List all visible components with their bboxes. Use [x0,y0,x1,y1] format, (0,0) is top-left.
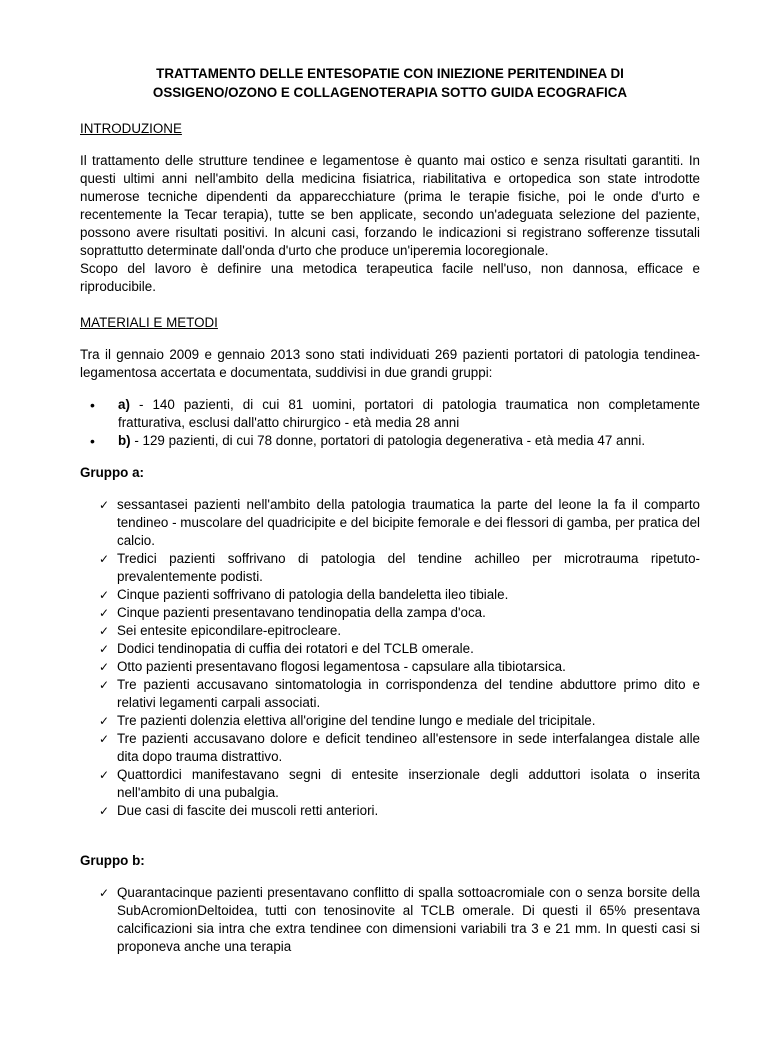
group-a-heading: Gruppo a: [80,465,144,480]
list-item-text: Tre pazienti accusavano dolore e deficit tendineo all'estensore in sede interfalangea distale alle dita dopo trauma distrattivo. [117,731,700,764]
list-item [99,496,700,550]
list-item [99,884,700,956]
list-item-text: Sei entesite epicondilare-epitrocleare. [117,623,342,638]
methods-heading: MATERIALI E METODI [80,315,218,330]
list-item [99,604,700,622]
list-item-text: Tredici pazienti soffrivano di patologia del tendine achilleo per microtrauma ripetuto- prevalentemente podisti. [117,551,700,584]
list-item [99,730,700,766]
checkmark-icon: ✓ [99,732,110,746]
introduction-body [80,152,700,296]
list-item [99,586,700,604]
document-title [80,64,700,102]
list-item-text: Quarantacinque pazienti presentavano conflitto di spalla sottoacromiale con o senza borsite della SubAcromionDeltoidea, tutti con tenosinovite al TCLB omerale. Di questi il 65% presentava calcificazioni sia intra che extra tendinee con dimensioni variabili tra 3 e 21 mm. In questi casi si proponeva anche una terapia [117,885,700,954]
checkmark-icon: ✓ [99,678,110,692]
list-item [99,658,700,676]
group-label: b) [118,433,131,448]
group-text: - 129 pazienti, di cui 78 donne, portatori di patologia degenerativa - età media 47 anni. [130,433,646,448]
checkmark-icon: ✓ [99,886,110,900]
list-item [90,396,700,432]
list-item-text: Tre pazienti accusavano sintomatologia in corrispondenza del tendine abduttore primo dito e relativi legamenti carpali associati. [117,677,700,710]
introduction-paragraph-2: Scopo del lavoro è definire una metodica terapeutica facile nell'uso, non dannosa, efficace e riproducibile. [80,261,700,294]
list-item-text: Tre pazienti dolenzia elettiva all'origine del tendine lungo e mediale del tricipitale. [117,713,596,728]
group-b-list [80,884,700,956]
introduction-paragraph-1: Il trattamento delle strutture tendinee e legamentose è quanto mai ostico e senza risultati garantiti. In questi ultimi anni nell'ambito della medicina fisiatrica, riabilitativa e ortopedica son state introdotte numerose tecniche dipendenti da apparecchiature (prima le terapie fisiche, poi le onde d'urto e recentemente la Tecar terapia), tutte se ben applicate, secondo un'adeguata selezione del paziente, possono avere risultati positivi. In alcuni casi, forzando le indicazioni si registrano sofferenze tissutali soprattutto determinate dall'onda d'urto che produce un'iperemia locoregionale. [80,153,700,258]
checkmark-icon: ✓ [99,624,110,638]
introduction-heading: INTRODUZIONE [80,121,182,136]
methods-paragraph: Tra il gennaio 2009 e gennaio 2013 sono stati individuati 269 pazienti portatori di patologia tendinea-legamentosa accertata e documentata, suddivisi in due grandi gruppi: [80,347,700,380]
checkmark-icon: ✓ [99,804,110,818]
checkmark-icon: ✓ [99,606,110,620]
group-label: a) [118,397,130,412]
group-b-heading: Gruppo b: [80,853,145,868]
checkmark-icon: ✓ [99,498,110,512]
list-item-text: Due casi di fascite dei muscoli retti anteriori. [117,803,379,818]
list-item-text: Otto pazienti presentavano flogosi legamentosa - capsulare alla tibiotarsica. [117,659,566,674]
list-item [90,432,700,450]
list-item [99,640,700,658]
list-item-text: Dodici tendinopatia di cuffia dei rotatori e del TCLB omerale. [117,641,474,656]
title-line-1: TRATTAMENTO DELLE ENTESOPATIE CON INIEZIONE PERITENDINEA DI [156,66,624,81]
list-item [99,676,700,712]
bullet-icon: • [90,433,95,449]
document-page [0,64,768,1058]
groups-list [80,396,700,450]
checkmark-icon: ✓ [99,714,110,728]
checkmark-icon: ✓ [99,552,110,566]
list-item-text: Cinque pazienti soffrivano di patologia della bandeletta ileo tibiale. [117,587,509,602]
checkmark-icon: ✓ [99,588,110,602]
list-item [99,766,700,802]
list-item [99,712,700,730]
group-text: - 140 pazienti, di cui 81 uomini, portatori di patologia traumatica non completamente fratturativa, esclusi dall'atto chirurgico - età media 28 anni [118,397,700,430]
group-a-list [80,496,700,820]
list-item [99,550,700,586]
list-item-text: Cinque pazienti presentavano tendinopatia della zampa d'oca. [117,605,486,620]
list-item-text: sessantasei pazienti nell'ambito della patologia traumatica la parte del leone la fa il comparto tendineo - muscolare del quadricipite e del bicipite femorale e dei flessori di gamba, per pratica del calcio. [117,497,700,548]
checkmark-icon: ✓ [99,642,110,656]
list-item-text: Quattordici manifestavano segni di entesite inserzionale degli adduttori isolata o inserita nell'ambito di una pubalgia. [117,767,700,800]
checkmark-icon: ✓ [99,768,110,782]
checkmark-icon: ✓ [99,660,110,674]
list-item [99,622,700,640]
bullet-icon: • [90,397,95,413]
list-item [99,802,700,820]
title-line-2: OSSIGENO/OZONO E COLLAGENOTERAPIA SOTTO GUIDA ECOGRAFICA [152,85,628,100]
